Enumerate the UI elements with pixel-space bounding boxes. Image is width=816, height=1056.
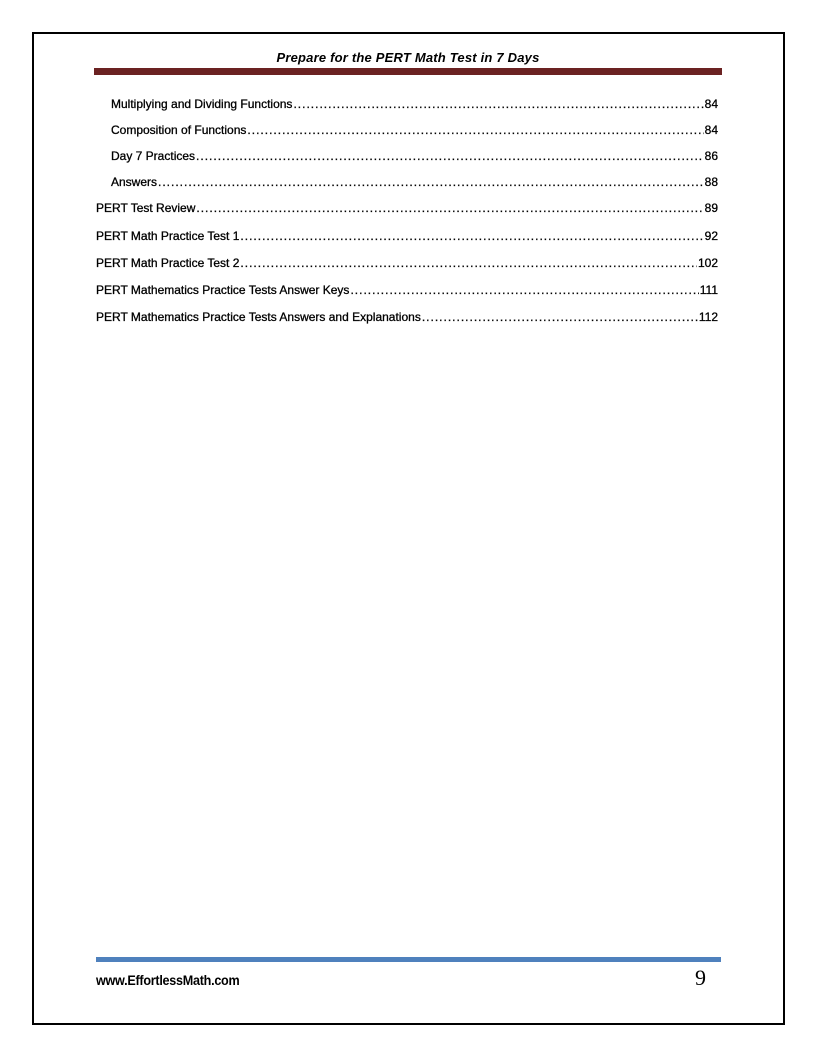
toc-entry[interactable] <box>96 283 718 297</box>
page-number: 9 <box>695 965 706 990</box>
dot-leader <box>196 201 703 215</box>
running-header-title: Prepare for the PERT Math Test in 7 Days <box>276 50 540 65</box>
footer-website: www.EffortlessMath.com <box>96 972 240 988</box>
toc-entry-page: 86 <box>704 149 718 163</box>
dot-leader <box>293 97 703 111</box>
toc-entry-label: Answers <box>111 175 158 189</box>
toc-entry-label: PERT Math Practice Test 2 <box>96 256 240 270</box>
toc-entry[interactable] <box>96 256 718 270</box>
toc-entry-label: Day 7 Practices <box>111 149 196 163</box>
header-rule <box>94 68 722 75</box>
dot-leader <box>196 149 704 163</box>
toc-entry-label: Multiplying and Dividing Functions <box>111 97 293 111</box>
toc-entry-page: 89 <box>704 201 718 215</box>
toc-entry[interactable] <box>111 175 718 189</box>
toc-entry-page: 84 <box>704 97 718 111</box>
toc-entry-label: PERT Math Practice Test 1 <box>96 229 240 243</box>
toc-entry[interactable] <box>111 123 718 137</box>
footer-rule <box>96 957 721 962</box>
dot-leader <box>247 123 703 137</box>
toc-entry-label: PERT Test Review <box>96 201 196 215</box>
toc-entry[interactable] <box>111 149 718 163</box>
dot-leader <box>240 256 697 270</box>
toc-entry-page: 111 <box>699 283 718 297</box>
toc-entry-label: PERT Mathematics Practice Tests Answers and Explanations <box>96 310 421 324</box>
toc-entry-page: 92 <box>704 229 718 243</box>
toc-entry-page: 88 <box>704 175 718 189</box>
toc-entry[interactable] <box>96 229 718 243</box>
toc-entry[interactable] <box>111 97 718 111</box>
dot-leader <box>422 310 698 324</box>
dot-leader <box>350 283 698 297</box>
toc-entry-label: Composition of Functions <box>111 123 247 137</box>
toc-entry-label: PERT Mathematics Practice Tests Answer Keys <box>96 283 350 297</box>
dot-leader <box>158 175 704 189</box>
toc-entry-page: 84 <box>704 123 718 137</box>
toc-entry[interactable] <box>96 201 718 215</box>
dot-leader <box>240 229 703 243</box>
toc-entry[interactable] <box>96 310 718 324</box>
toc-entry-page: 112 <box>698 310 718 324</box>
toc-entry-page: 102 <box>697 256 718 270</box>
